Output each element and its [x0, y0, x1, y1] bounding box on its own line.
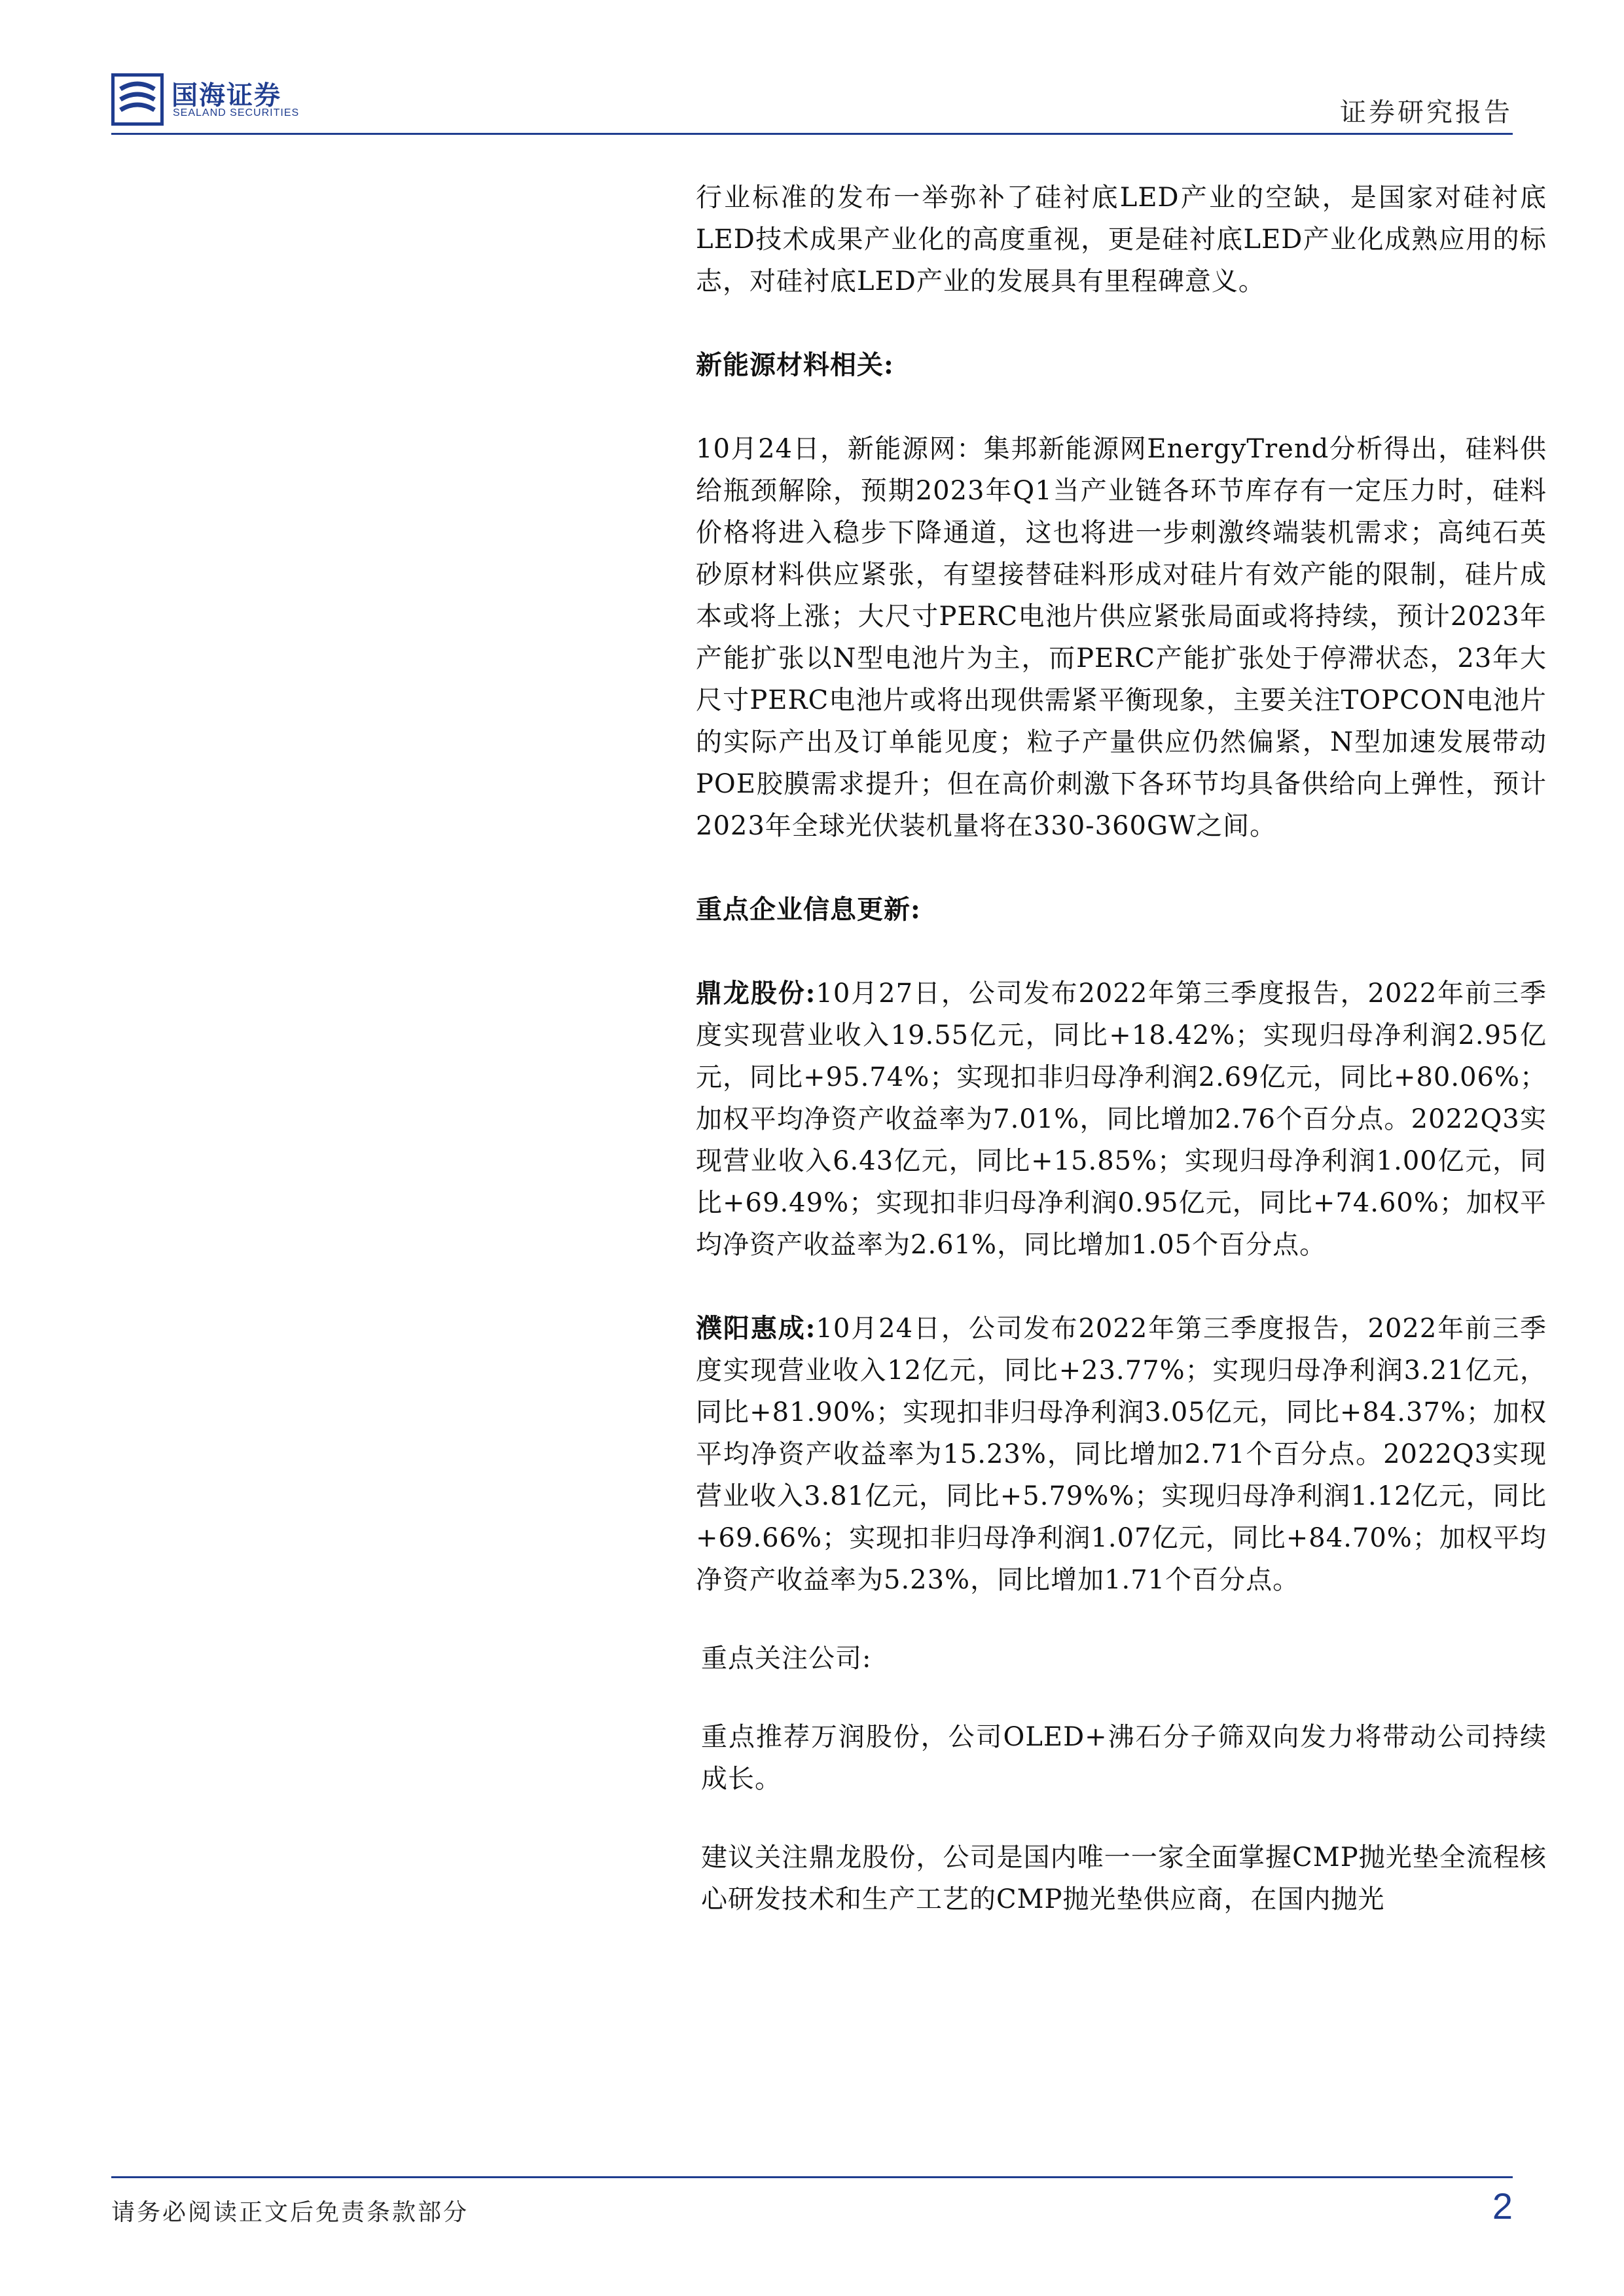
section-heading-focus: 重点关注公司: [701, 1643, 872, 1674]
page-header [0, 0, 1624, 137]
company-name-puyang: 濮阳惠成: [696, 1313, 816, 1344]
disclaimer-note: 请务必阅读正文后免责条款部分 [111, 2199, 469, 2226]
dinglong-text: 10月27日，公司发布2022年第三季度报告，2022年前三季度实现营业收入19.55亿元，同比+18.42%；实现归母净利润2.95亿元，同比+95.74%；实现扣非归母净利润2.69亿元，同比+80.06%；加权平均净资产收益率为7.01%，同比增加2.76个百分点。2022Q3实现营业收入6.43亿元，同比+15.85%；实现归母净利润1.00亿元，同比+69.49%；实现扣非归母净利润0.95亿元，同比+74.60%；加权平均净资产收益率为2.61%，同比增加1.05个百分点。 [696, 978, 1547, 1260]
document-type: 证券研究报告 [1340, 98, 1513, 128]
footer-divider [111, 2176, 1513, 2178]
paragraph-puyang [696, 1308, 1547, 1601]
paragraph-led-standard: 行业标准的发布一举弥补了硅衬底LED产业的空缺，是国家对硅衬底LED技术成果产业化的高度重视，更是硅衬底LED产业化成熟应用的标志，对硅衬底LED产业的发展具有里程碑意义。 [696, 183, 1547, 296]
paragraph-recommend: 重点推荐万润股份，公司OLED+沸石分子筛双向发力将带动公司持续成长。 [701, 1722, 1547, 1794]
company-name-dinglong: 鼎龙股份: [696, 978, 816, 1009]
section-heading-new-energy: 新能源材料相关: [696, 350, 894, 380]
puyang-text: 10月24日，公司发布2022年第三季度报告，2022年前三季度实现营业收入12亿元，同比+23.77%；实现归母净利润3.21亿元，同比+81.90%；实现扣非归母净利润3.05亿元，同比+84.37%；加权平均净资产收益率为15.23%，同比增加2.71个百分点。2022Q3实现营业收入3.81亿元，同比+5.79%%；实现归母净利润1.12亿元，同比+69.66%；实现扣非归母净利润1.07亿元，同比+84.70%；加权平均净资产收益率为5.23%，同比增加1.71个百分点。 [696, 1314, 1547, 1595]
paragraph-dinglong [696, 973, 1547, 1266]
sealand-logo-icon [111, 73, 164, 126]
header-divider [111, 133, 1513, 135]
company-logo [111, 73, 386, 126]
paragraph-suggest: 建议关注鼎龙股份，公司是国内唯一一家全面掌握CMP抛光垫全流程核心研发技术和生产工艺的CMP抛光垫供应商，在国内抛光 [701, 1842, 1547, 1914]
paragraph-new-energy: 10月24日，新能源网：集邦新能源网EnergyTrend分析得出，硅料供给瓶颈解除，预期2023年Q1当产业链各环节库存有一定压力时，硅料价格将进入稳步下降通道，这也将进一步刺激终端装机需求；高纯石英砂原材料供应紧张，有望接替硅料形成对硅片有效产能的限制，硅片成本或将上涨；大尺寸PERC电池片供应紧张局面或将持续，预计2023年产能扩张以N型电池片为主，而PERC产能扩张处于停滞状态，23年大尺寸PERC电池片或将出现供需紧平衡现象，主要关注TOPCON电池片的实际产出及订单能见度；粒子产量供应仍然偏紧，N型加速发展带动POE胶膜需求提升；但在高价刺激下各环节均具备供给向上弹性，预计2023年全球光伏装机量将在330-360GW之间。 [696, 434, 1547, 841]
section-heading-company-updates: 重点企业信息更新: [696, 894, 921, 925]
logo-text-en: SEALAND SECURITIES [173, 107, 300, 118]
report-body [696, 177, 1547, 1920]
logo-text-cn: 国海证券 [171, 81, 281, 111]
page-number: 2 [1492, 2185, 1513, 2227]
